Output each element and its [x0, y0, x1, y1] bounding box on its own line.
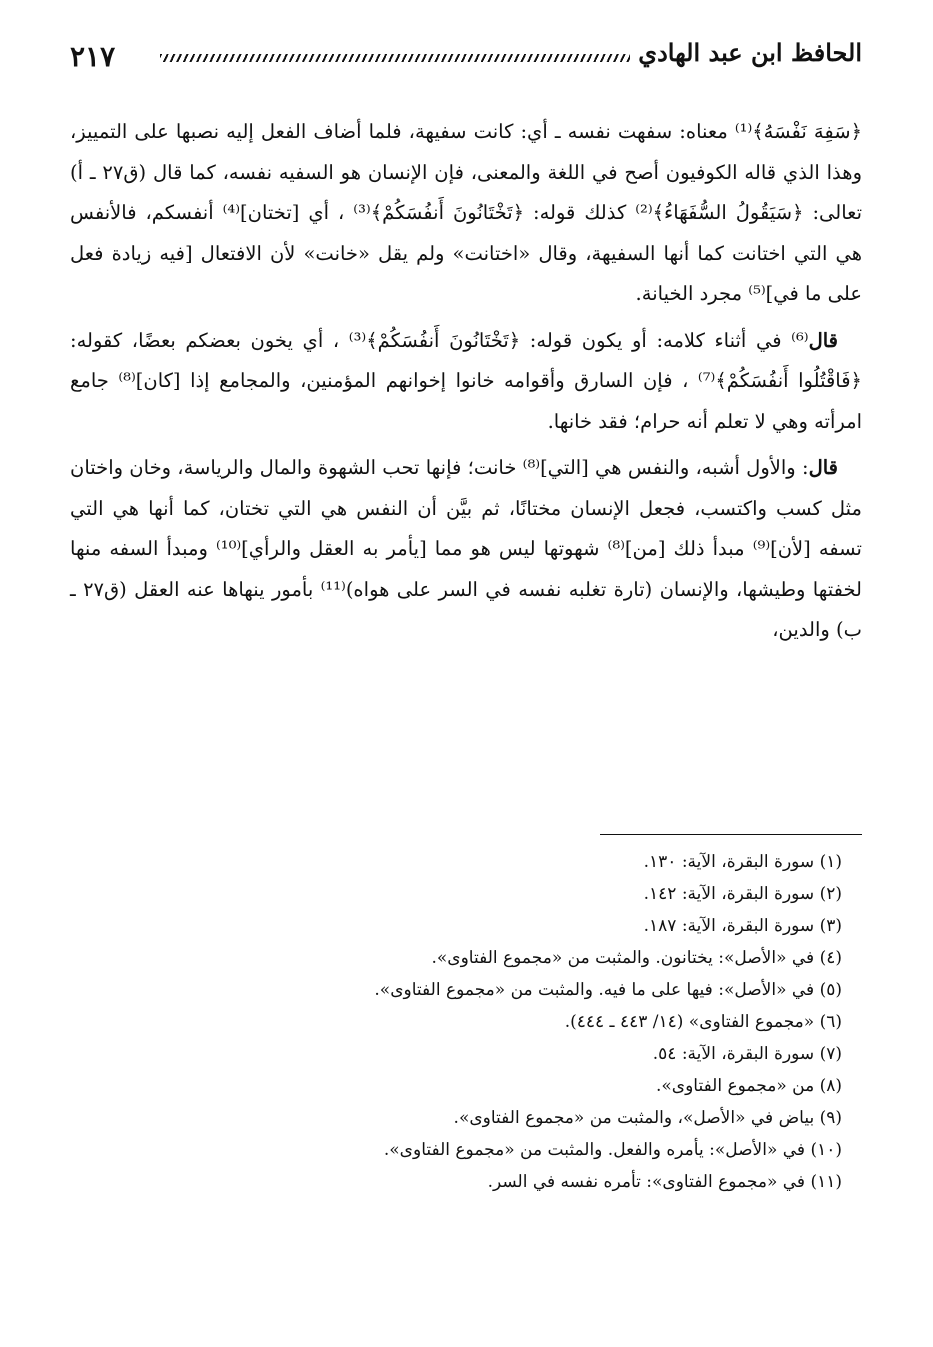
paragraph-text: ﴿سَفِهَ نَفْسَهُ﴾⁽¹⁾ معناه: سفهت نفسه ـ أي: كانت سفيهة، فلما أضاف الفعل إليه نصبها على التمييز، وهذا الذي قاله الكوفيون أصح في اللغة والمعنى، فإن الإنسان هو السفيه نفسه، كما قال (ق٢٧ ـ أ) تعالى: ﴿سَيَقُولُ السُّفَهَاءُ﴾⁽²⁾ كذلك قوله: ﴿تَخْتَانُونَ أَنفُسَكُمْ﴾⁽³⁾ ، أي [تختان]⁽⁴⁾ أنفسكم، فالأنفس هي التي اختانت كما أنها السفيهة، وقال «اختانت» ولم يقل «خانت» لأن الافتعال [فيه زيادة فعل على ما في]⁽⁵⁾ مجرد الخيانة. [70, 120, 862, 305]
footnote-separator [600, 834, 862, 835]
paragraph-lead: قال [808, 328, 838, 352]
footnote: (١٠) في «الأصل»: يأمره والفعل. والمثبت من «مجموع الفتاوى». [383, 1140, 842, 1160]
footnote: (٩) بياض في «الأصل»، والمثبت من «مجموع الفتاوى». [453, 1108, 842, 1128]
footnote: (٥) في «الأصل»: فيها على ما فيه. والمثبت من «مجموع الفتاوى». [374, 980, 842, 1000]
main-text [70, 112, 862, 657]
paragraph-text: ⁽⁶⁾ في أثناء كلامه: أو يكون قوله: ﴿تَخْتَانُونَ أَنفُسَكُمْ﴾⁽³⁾ ، أي يخون بعضكم بعضًا، كقوله: ﴿فَاقْتُلُوا أَنفُسَكُمْ﴾⁽⁷⁾ ، فإن السارق وأقوامه خانوا إخوانهم المؤمنين، والمجامع إذا [كان]⁽⁸⁾ جامع امرأته وهي لا تعلم أنه حرام؛ فقد خانها. [70, 328, 862, 433]
footnotes-list [70, 846, 842, 1198]
page-header [70, 38, 862, 78]
paragraph [70, 112, 862, 315]
footnote: (٨) من «مجموع الفتاوى». [655, 1076, 842, 1096]
footnote: (٣) سورة البقرة، الآية: ١٨٧. [643, 916, 842, 936]
footnote: (١) سورة البقرة، الآية: ١٣٠. [643, 852, 842, 872]
footnote: (٦) «مجموع الفتاوى» (١٤/ ٤٤٣ ـ ٤٤٤). [564, 1012, 842, 1032]
header-rule [160, 54, 630, 62]
running-head: الحافظ ابن عبد الهادي [638, 38, 862, 67]
footnote: (٢) سورة البقرة، الآية: ١٤٢. [643, 884, 842, 904]
page-number: ٢١٧ [70, 40, 116, 73]
footnote: (٧) سورة البقرة، الآية: ٥٤. [652, 1044, 842, 1064]
paragraph [70, 448, 862, 651]
footnote: (٤) في «الأصل»: يختانون. والمثبت من «مجموع الفتاوى». [431, 948, 842, 968]
paragraph-lead: قال [808, 456, 838, 479]
paragraph [70, 321, 862, 443]
paragraph-text: : والأول أشبه، والنفس هي [التي]⁽⁸⁾ خانت؛ فإنها تحب الشهوة والمال والرياسة، وخان واختان مثل كسب واكتسب، فجعل الإنسان مختانًا، ثم بيَّن أن النفس هي التي تختان، كما أنها هي التي تسفه [لأن]⁽⁹⁾ مبدأ ذلك [من]⁽⁸⁾ شهوتها ليس هو مما [يأمر به العقل والرأي]⁽¹⁰⁾ ومبدأ السفه منها لخفتها وطيشها، والإنسان (تارة تغلبه نفسه في السر على هواه)⁽¹¹⁾ بأمور ينهاها عنه العقل (ق٢٧ ـ ب) والدين، [70, 456, 862, 641]
footnote: (١١) في «مجموع الفتاوى»: تأمره نفسه في السر. [487, 1172, 842, 1192]
